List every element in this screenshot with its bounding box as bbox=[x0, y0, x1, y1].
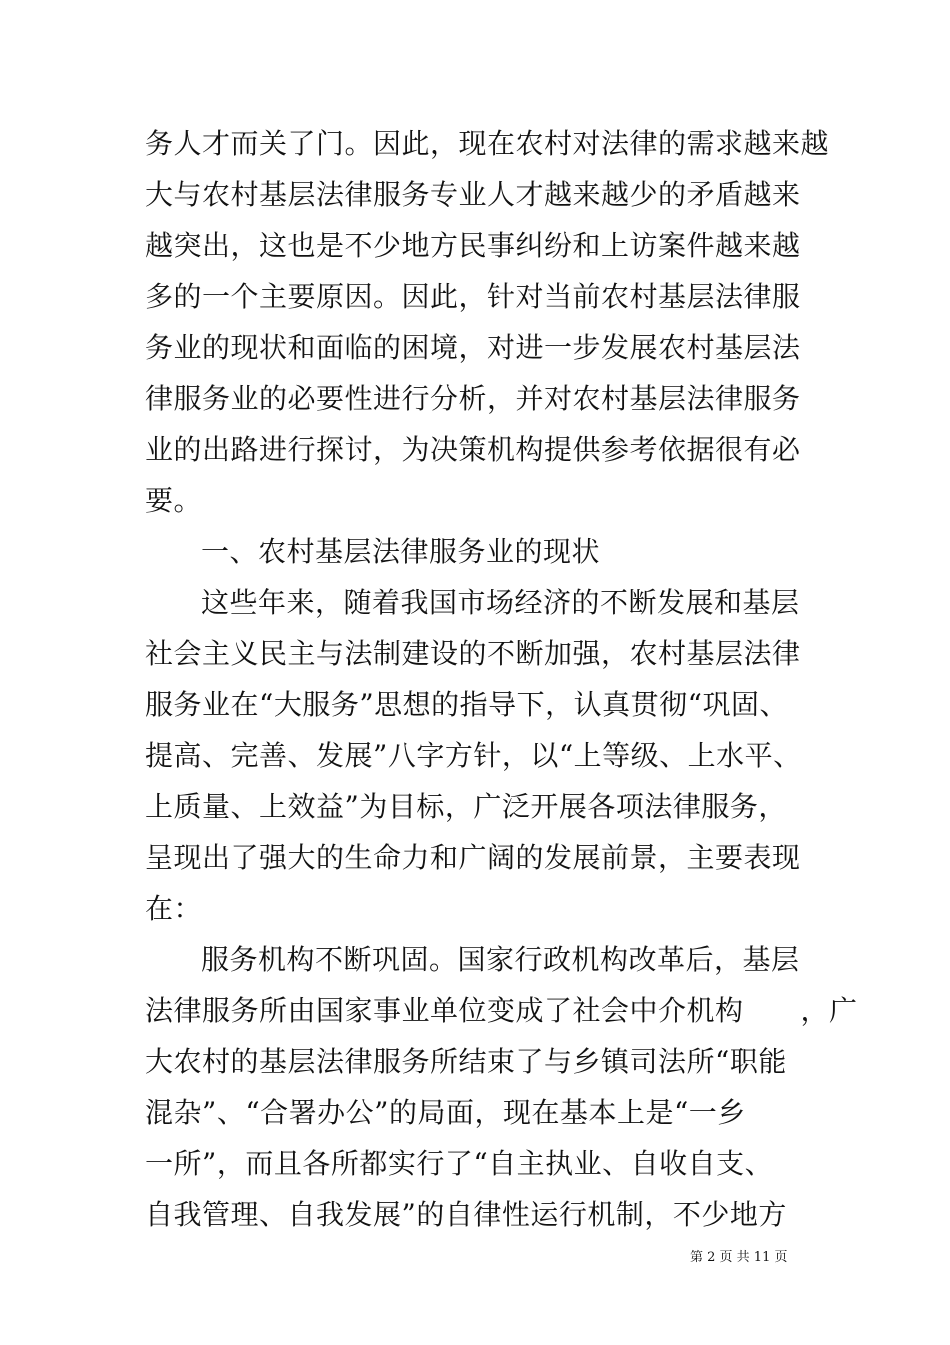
section-heading: 一、农村基层法律服务业的现状 bbox=[201, 535, 601, 568]
paragraph-start-line: 这些年来，随着我国市场经济的不断发展和基层 bbox=[201, 586, 800, 619]
text-line: 一所”，而且各所都实行了“自主执业、自收自支、 bbox=[145, 1147, 774, 1180]
text-line: 法律服务所由国家事业单位变成了社会中介机构 ，广 bbox=[145, 994, 858, 1027]
text-line: 上质量、上效益”为目标，广泛开展各项法律服务， bbox=[145, 790, 787, 823]
text-line: 社会主义民主与法制建设的不断加强，农村基层法律 bbox=[145, 637, 801, 670]
text-line: 提高、完善、发展”八字方针，以“上等级、上水平、 bbox=[145, 739, 802, 772]
text-line: 呈现出了强大的生命力和广阔的发展前景，主要表现 bbox=[145, 841, 801, 874]
text-line: 越突出，这也是不少地方民事纠纷和上访案件越来越 bbox=[145, 229, 801, 262]
text-line: 自我管理、自我发展”的自律性运行机制，不少地方 bbox=[145, 1198, 787, 1231]
text-line: 大与农村基层法律服务专业人才越来越少的矛盾越来 bbox=[145, 178, 801, 211]
page-number-footer: 第 2 页 共 11 页 bbox=[690, 1250, 788, 1265]
text-line: 务人才而关了门。因此，现在农村对法律的需求越来越 bbox=[145, 127, 830, 160]
text-line: 服务业在“大服务”思想的指导下，认真贯彻“巩固、 bbox=[145, 688, 788, 721]
text-line: 要。 bbox=[145, 484, 203, 517]
paragraph-start-line: 服务机构不断巩固。国家行政机构改革后，基层 bbox=[201, 943, 800, 976]
text-line: 务业的现状和面临的困境，对进一步发展农村基层法 bbox=[145, 331, 801, 364]
text-line: 混杂”、“合署办公”的局面，现在基本上是“一乡 bbox=[145, 1096, 746, 1129]
text-line: 多的一个主要原因。因此，针对当前农村基层法律服 bbox=[145, 280, 801, 313]
text-line: 律服务业的必要性进行分析，并对农村基层法律服务 bbox=[145, 382, 801, 415]
text-line: 在： bbox=[145, 892, 203, 925]
text-line: 业的出路进行探讨，为决策机构提供参考依据很有必 bbox=[145, 433, 801, 466]
text-line: 大农村的基层法律服务所结束了与乡镇司法所“职能 bbox=[145, 1045, 787, 1078]
